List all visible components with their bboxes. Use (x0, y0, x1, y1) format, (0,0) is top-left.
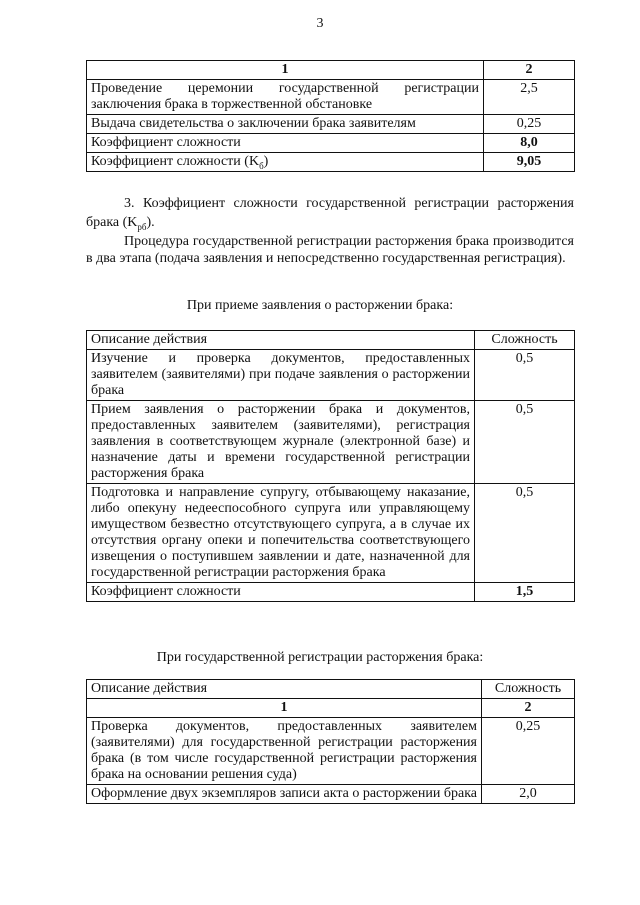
complexity-value: 0,5 (475, 350, 575, 401)
section-heading (86, 194, 574, 232)
complexity-label: Коэффициент сложности (87, 134, 484, 153)
complexity-value: 0,25 (484, 115, 575, 134)
table-row (87, 785, 575, 804)
column-number-1: 1 (87, 699, 482, 718)
table-row (87, 718, 575, 785)
complexity-total: 1,5 (475, 583, 575, 602)
action-description: Подготовка и направление супругу, отбывающему наказание, либо опекуну недееспособного супруга или управляющему имуществом безвестно отсутствующего супруга, а в случае их отсутствия органу опеки и попечительства соответствующего извещения о поступившем заявлении и дате, назначенной для государственной регистрации расторжения брака (87, 484, 475, 583)
registration-complexity-table (86, 679, 575, 804)
complexity-label (87, 153, 484, 172)
complexity-label-end: ) (263, 154, 269, 169)
section-heading-text: 3. Коэффициент сложности государственной регистрации расторжения брака (K (86, 196, 574, 230)
application-complexity-table (86, 330, 575, 602)
complexity-value: 0,5 (475, 401, 575, 484)
table-row (87, 80, 575, 115)
table-row (87, 583, 575, 602)
complexity-value: 2,5 (484, 80, 575, 115)
table-caption: При государственной регистрации расторжения брака: (156, 650, 484, 665)
action-description: Проведение церемонии государственной регистрации заключения брака в торжественной обстановке (87, 80, 484, 115)
column-number-2: 2 (484, 61, 575, 80)
page-number: 3 (316, 16, 324, 31)
section-heading-subscript: рб (137, 221, 147, 232)
complexity-subscript: б (259, 160, 264, 171)
section-heading-end: ). (146, 215, 155, 230)
column-header-description: Описание действия (87, 680, 482, 699)
column-header-complexity: Сложность (482, 680, 575, 699)
action-description: Выдача свидетельства о заключении брака заявителям (87, 115, 484, 134)
table-row (87, 134, 575, 153)
procedure-paragraph: Процедура государственной регистрации расторжения брака производится в два этапа (подача заявления и непосредственно государственная регистрация). (86, 234, 574, 266)
complexity-total: 9,05 (484, 153, 575, 172)
complexity-label: Коэффициент сложности (87, 583, 475, 602)
complexity-value: 2,0 (482, 785, 575, 804)
action-description: Изучение и проверка документов, предоставленных заявителем (заявителями) при подаче заявления о расторжении брака (87, 350, 475, 401)
table-row (87, 115, 575, 134)
complexity-total: 8,0 (484, 134, 575, 153)
complexity-value: 0,5 (475, 484, 575, 583)
marriage-complexity-table (86, 60, 575, 172)
table-number-row (87, 699, 575, 718)
column-header-description: Описание действия (87, 331, 475, 350)
action-description: Оформление двух экземпляров записи акта о расторжении брака (87, 785, 482, 804)
table-row (87, 350, 575, 401)
table-header-row (87, 680, 575, 699)
action-description: Проверка документов, предоставленных заявителем (заявителями) для государственной регистрации расторжения брака (в том числе государственной регистрации расторжения брака на основании решения суда) (87, 718, 482, 785)
complexity-value: 0,25 (482, 718, 575, 785)
table-caption: При приеме заявления о расторжении брака: (186, 298, 454, 313)
column-number-2: 2 (482, 699, 575, 718)
table-row (87, 401, 575, 484)
table-row (87, 484, 575, 583)
column-header-complexity: Сложность (475, 331, 575, 350)
complexity-label-text: Коэффициент сложности (K (91, 154, 260, 169)
table-header-row (87, 61, 575, 80)
column-number-1: 1 (87, 61, 484, 80)
table-header-row (87, 331, 575, 350)
action-description: Прием заявления о расторжении брака и документов, предоставленных заявителем (заявителями), регистрация заявления в соответствующем журнале (электронной базе) и назначение даты и времени государственной регистрации расторжения брака (87, 401, 475, 484)
table-row (87, 153, 575, 172)
